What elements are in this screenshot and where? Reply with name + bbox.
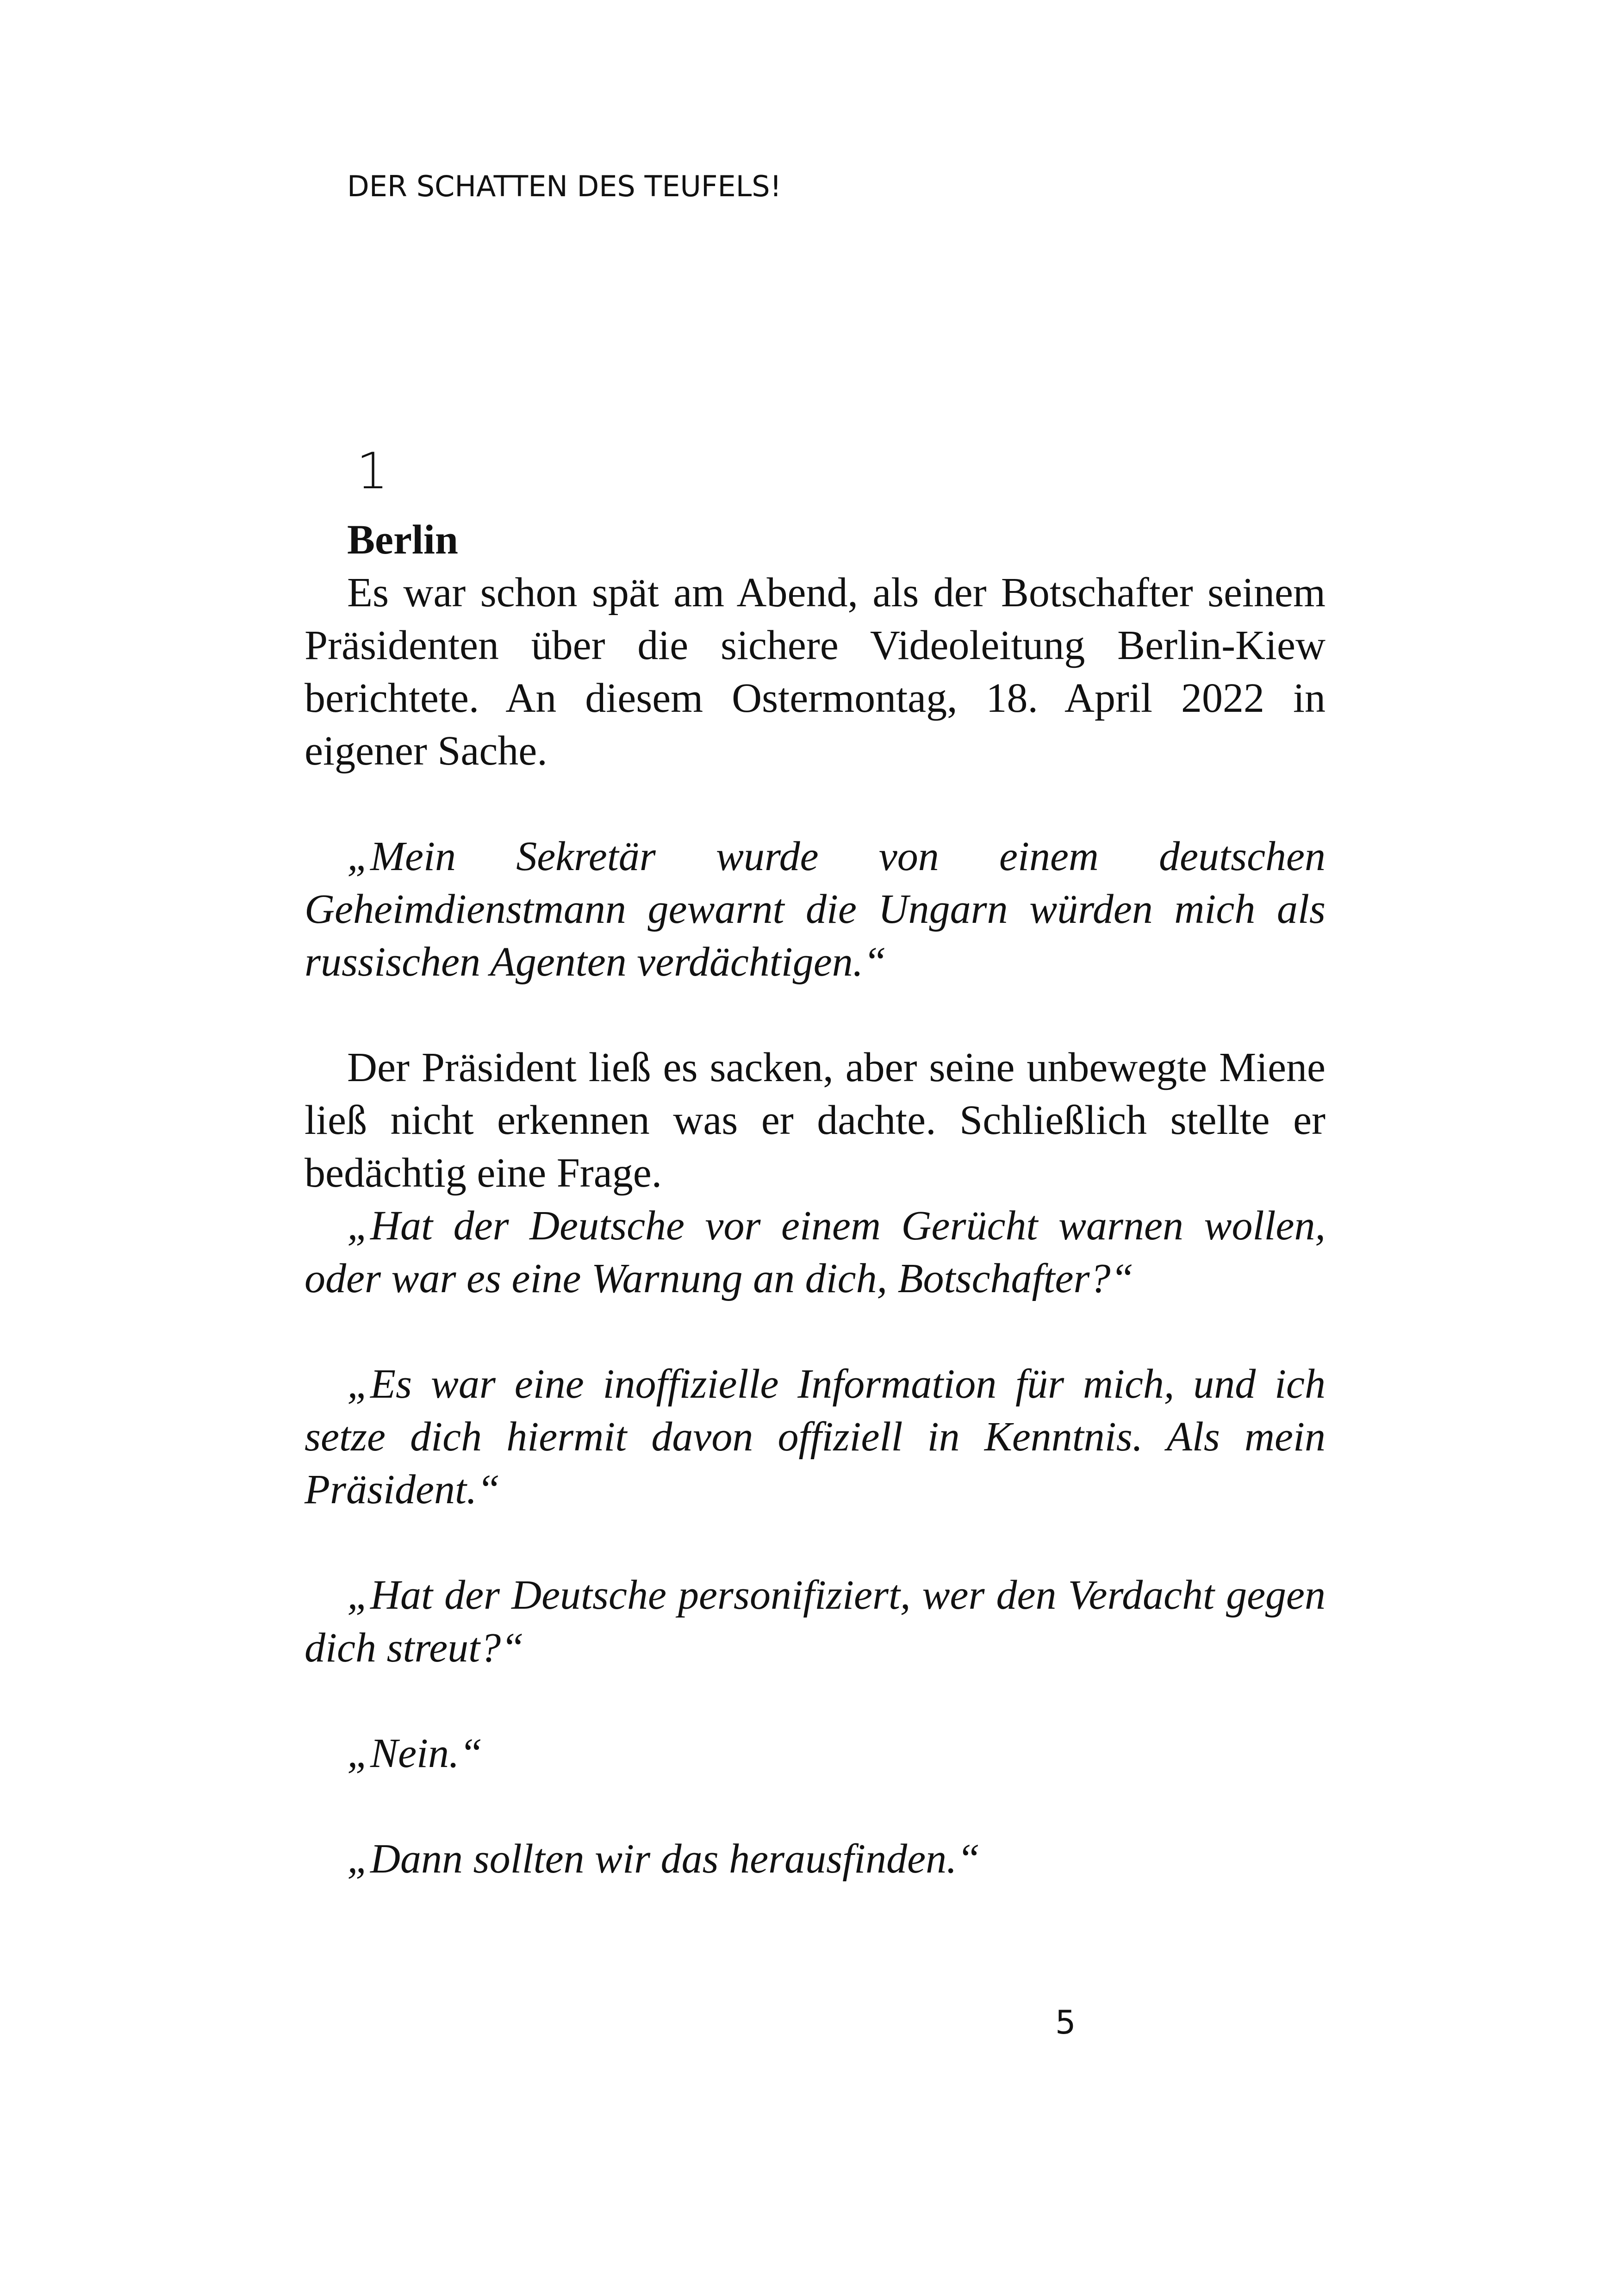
chapter-number: 1: [356, 442, 388, 500]
dialogue-paragraph: „Nein.“: [347, 1730, 483, 1776]
dialogue-paragraph: „Hat der Deutsche personifiziert, wer den Verdacht gegen dich streut?“: [305, 1572, 1326, 1671]
narrative-paragraph: Der Präsident ließ es sacken, aber seine unbewegte Miene ließ nicht erkennen was er dachte. Schließlich stellte er bedächtig eine Frage.: [305, 1045, 1326, 1196]
dialogue-paragraph: „Mein Sekretär wurde von einem deutschen Geheimdienstmann gewarnt die Ungarn würden mich als russischen Agenten verdächtigen.“: [305, 834, 1326, 985]
chapter-body: [305, 514, 1326, 1885]
dialogue-paragraph: „Hat der Deutsche vor einem Gerücht warnen wollen, oder war es eine Warnung an dich, Botschafter?“: [305, 1203, 1326, 1301]
page-number: 5: [1055, 2004, 1076, 2041]
narrative-paragraph: Es war schon spät am Abend, als der Botschafter seinem Präsidenten über die sichere Videoleitung Berlin-Kiew berichtete. An diesem Ostermontag, 18. April 2022 in eigener Sache.: [305, 570, 1326, 774]
dialogue-paragraph: „Dann sollten wir das herausfinden.“: [347, 1836, 980, 1882]
dialogue-paragraph: „Es war eine inoffizielle Information für mich, und ich setze dich hiermit davon offiziell in Kenntnis. Als mein Präsident.“: [305, 1361, 1326, 1512]
running-header: DER SCHATTEN DES TEUFELS!: [347, 169, 782, 203]
place-heading: Berlin: [347, 517, 458, 563]
